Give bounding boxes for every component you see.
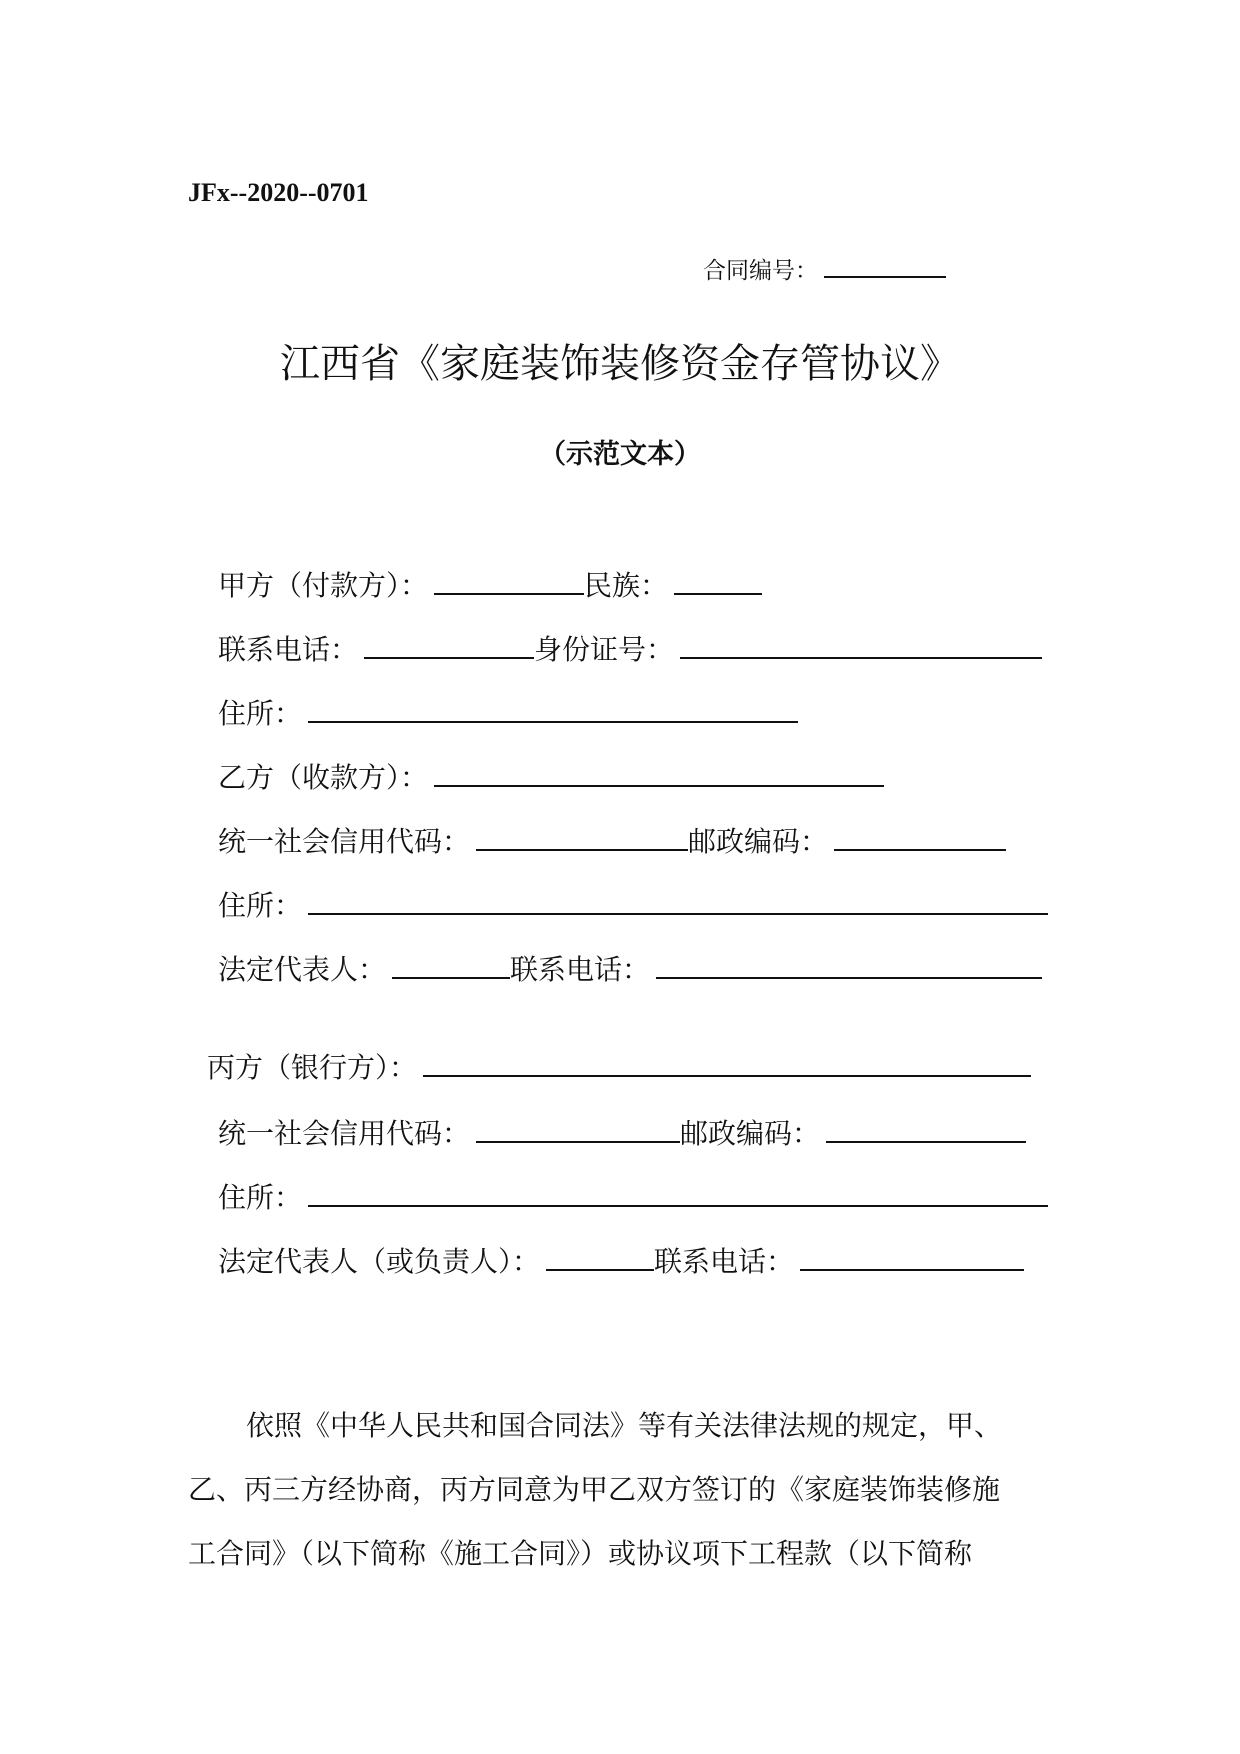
party-c-rep-blank[interactable] — [546, 1243, 654, 1271]
party-a-id-label: 身份证号： — [534, 633, 675, 666]
party-c-postal-label: 邮政编码： — [680, 1117, 821, 1150]
party-c-label: 丙方（银行方）： — [207, 1051, 418, 1084]
party-a-contact-row — [218, 628, 1042, 668]
party-c-rep-row — [218, 1240, 1024, 1280]
party-a-label: 甲方（付款方）： — [218, 569, 429, 602]
party-a-address-blank[interactable] — [308, 695, 798, 723]
body-line: 依照《中华人民共和国合同法》等有关法律法规的规定，甲、 — [246, 1409, 1003, 1442]
party-b-credit-code-blank[interactable] — [476, 823, 688, 851]
party-b-rep-label: 法定代表人： — [218, 953, 387, 986]
party-c-credit-code-label: 统一社会信用代码： — [218, 1117, 471, 1150]
body-line: 乙、丙三方经协商，丙方同意为甲乙双方签订的《家庭装饰装修施 — [188, 1473, 1001, 1506]
party-b-postal-blank[interactable] — [834, 823, 1006, 851]
party-a-address-label: 住所： — [218, 697, 303, 730]
party-a-phone-label: 联系电话： — [218, 633, 359, 666]
party-a-ethnicity-label: 民族： — [584, 569, 669, 602]
party-c-phone-blank[interactable] — [800, 1243, 1024, 1271]
contract-number-blank[interactable] — [824, 254, 946, 278]
page-title: 江西省《家庭装饰装修资金存管协议》 — [280, 341, 960, 387]
party-b-row — [218, 756, 884, 796]
party-b-rep-blank[interactable] — [392, 951, 510, 979]
party-c-rep-label: 法定代表人（或负责人）： — [218, 1245, 541, 1278]
party-c-code-row — [218, 1112, 1026, 1152]
party-b-phone-blank[interactable] — [656, 951, 1042, 979]
party-b-label: 乙方（收款方）： — [218, 761, 429, 794]
party-a-phone-blank[interactable] — [364, 631, 534, 659]
party-c-row — [207, 1046, 1031, 1086]
party-c-postal-blank[interactable] — [826, 1115, 1026, 1143]
party-b-address-blank[interactable] — [308, 887, 1048, 915]
party-b-code-row — [218, 820, 1006, 860]
party-b-credit-code-label: 统一社会信用代码： — [218, 825, 471, 858]
party-b-name-blank[interactable] — [434, 759, 884, 787]
party-c-address-row — [218, 1176, 1048, 1216]
party-b-postal-label: 邮政编码： — [688, 825, 829, 858]
contract-number — [703, 252, 946, 285]
party-c-name-blank[interactable] — [423, 1049, 1031, 1077]
page-subtitle: （示范文本） — [539, 439, 701, 470]
party-c-address-blank[interactable] — [308, 1179, 1048, 1207]
party-c-address-label: 住所： — [218, 1181, 303, 1214]
contract-number-label: 合同编号： — [703, 258, 818, 284]
party-c-credit-code-blank[interactable] — [476, 1115, 680, 1143]
party-a-name-blank[interactable] — [434, 567, 584, 595]
party-b-address-row — [218, 884, 1048, 924]
party-a-id-blank[interactable] — [680, 631, 1042, 659]
party-b-address-label: 住所： — [218, 889, 303, 922]
party-a-ethnicity-blank[interactable] — [674, 567, 762, 595]
document-code: JFx--2020--0701 — [188, 178, 369, 207]
party-a-address-row — [218, 692, 798, 732]
body-line: 工合同》（以下简称《施工合同》）或协议项下工程款（以下简称 — [188, 1537, 973, 1570]
party-b-phone-label: 联系电话： — [510, 953, 651, 986]
party-b-rep-row — [218, 948, 1042, 988]
party-c-phone-label: 联系电话： — [654, 1245, 795, 1278]
party-a-row — [218, 564, 762, 604]
